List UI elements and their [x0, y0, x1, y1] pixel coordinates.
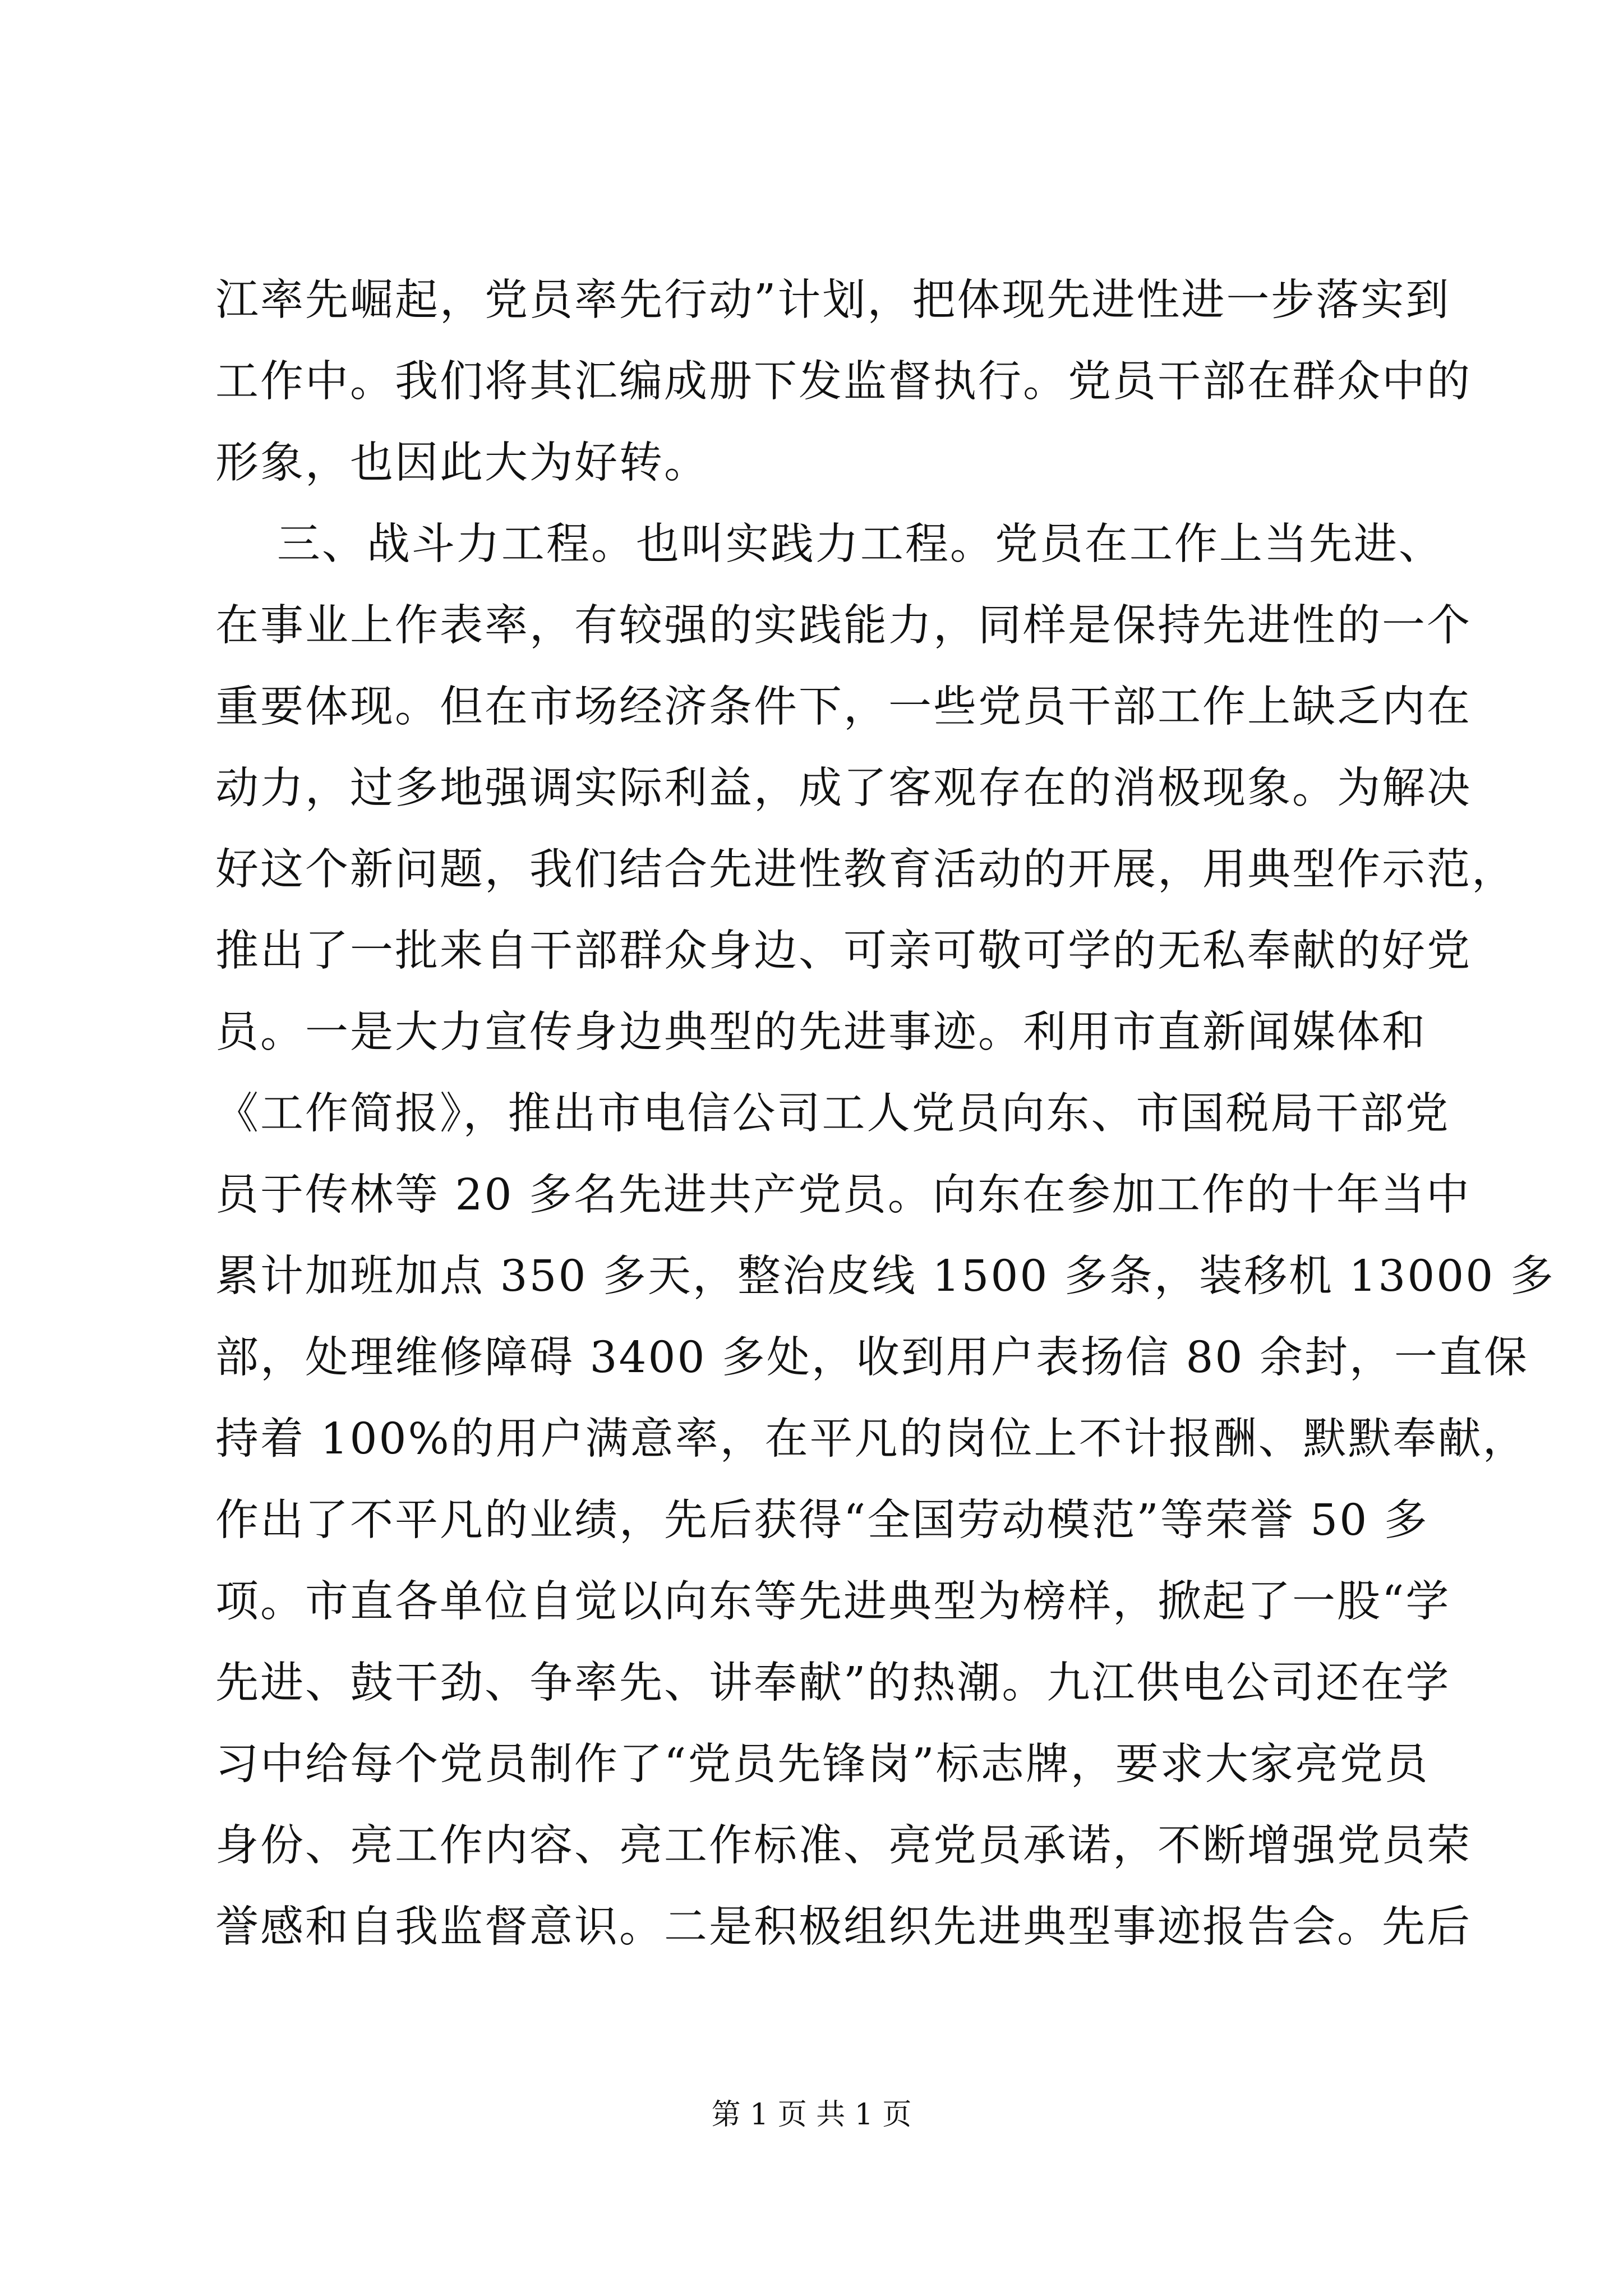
text-line: 《工作简报》，推出市电信公司工人党员向东、市国税局干部党	[215, 1089, 1450, 1139]
text-line: 江率先崛起，党员率先行动”计划，把体现先进性进一步落实到	[215, 275, 1451, 325]
page-footer: 第 1 页 共 1 页	[711, 2098, 912, 2132]
text-line: 推出了一批来自干部群众身边、可亲可敬可学的无私奉献的好党	[215, 926, 1472, 976]
text-line: 在事业上作表率，有较强的实践能力，同样是保持先进性的一个	[215, 601, 1472, 651]
text-line: 累计加班加点 350 多天，整治皮线 1500 多条，装移机 13000 多	[215, 1251, 1555, 1301]
text-line: 项。市直各单位自觉以向东等先进典型为榜样，掀起了一股“学	[215, 1577, 1451, 1627]
text-line: 誉感和自我监督意识。二是积极组织先进典型事迹报告会。先后	[215, 1902, 1472, 1952]
body-text	[215, 260, 1555, 1968]
text-line: 部，处理维修障碍 3400 多处，收到用户表扬信 80 余封，一直保	[215, 1333, 1529, 1383]
text-line: 形象，也因此大为好转。	[215, 438, 709, 488]
text-line: 作出了不平凡的业绩，先后获得“全国劳动模范”等荣誉 50 多	[215, 1496, 1429, 1545]
text-line: 先进、鼓干劲、争率先、讲奉献”的热潮。九江供电公司还在学	[215, 1658, 1451, 1708]
text-line: 员于传林等 20 多名先进共产党员。向东在参加工作的十年当中	[215, 1170, 1471, 1220]
text-line: 好这个新问题，我们结合先进性教育活动的开展，用典型作示范，	[215, 845, 1516, 895]
text-line: 重要体现。但在市场经济条件下，一些党员干部工作上缺乏内在	[215, 682, 1472, 732]
text-line: 员。一是大力宣传身边典型的先进事迹。利用市直新闻媒体和	[215, 1007, 1427, 1057]
text-line: 身份、亮工作内容、亮工作标准、亮党员承诺，不断增强党员荣	[215, 1821, 1472, 1871]
text-line: 三、战斗力工程。也叫实践力工程。党员在工作上当先进、	[215, 519, 1444, 569]
text-line: 工作中。我们将其汇编成册下发监督执行。党员干部在群众中的	[215, 357, 1472, 407]
text-line: 持着 100%的用户满意率，在平凡的岗位上不计报酬、默默奉献，	[215, 1414, 1528, 1464]
text-line: 动力，过多地强调实际利益，成了客观存在的消极现象。为解决	[215, 763, 1472, 813]
text-line: 习中给每个党员制作了“党员先锋岗”标志牌，要求大家亮党员	[215, 1740, 1430, 1789]
